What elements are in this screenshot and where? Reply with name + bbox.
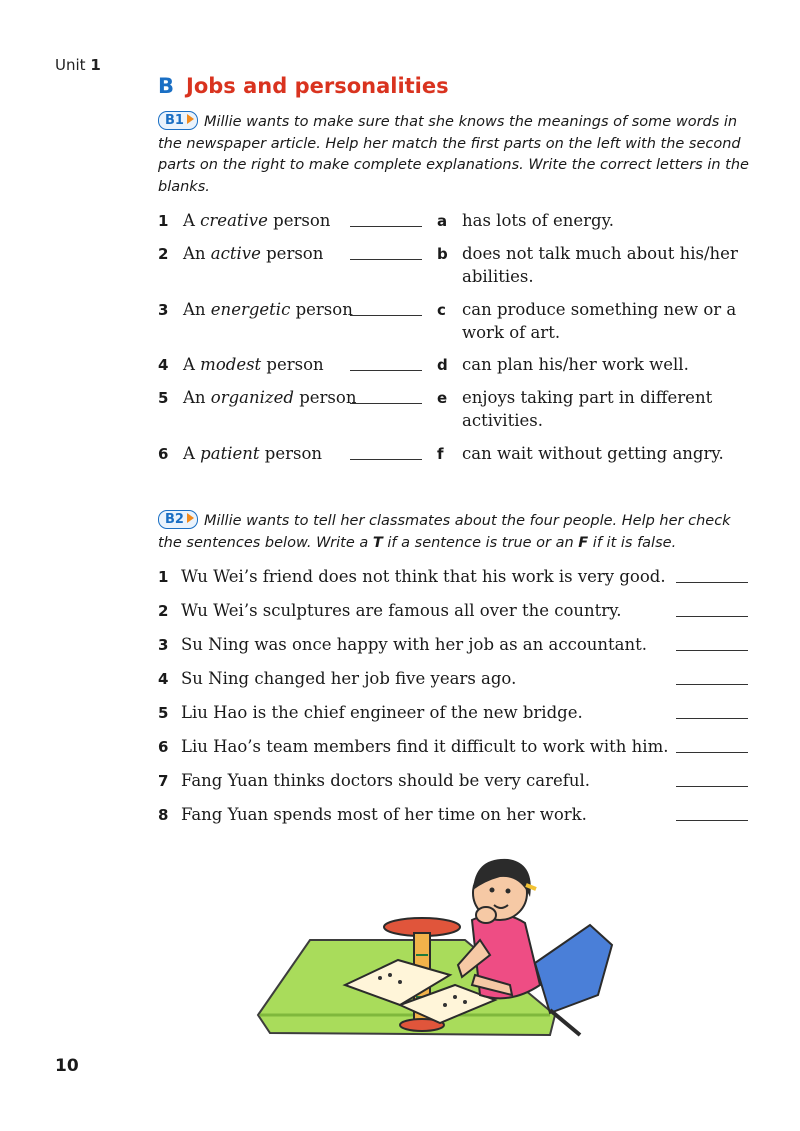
tf-number: 7 — [158, 772, 169, 790]
b2-instruction-false-letter: F — [578, 534, 589, 551]
tf-sentence: Fang Yuan thinks doctors should be very careful. — [181, 771, 591, 790]
match-left-text — [183, 243, 323, 266]
tf-number: 2 — [158, 602, 169, 620]
match-pre: An — [183, 388, 211, 407]
b1-badge-label: B1 — [165, 112, 184, 128]
tf-answer-blank[interactable] — [676, 650, 748, 651]
match-post: person — [261, 355, 324, 374]
match-post: person — [290, 300, 353, 319]
tf-sentence: Su Ning changed her job five years ago. — [181, 669, 517, 688]
match-pre: An — [183, 300, 211, 319]
match-post: person — [267, 211, 331, 230]
tf-sentence: Liu Hao is the chief engineer of the new bridge. — [181, 703, 583, 722]
play-arrow-icon — [187, 114, 194, 124]
play-arrow-icon — [187, 513, 194, 523]
match-post: person — [293, 388, 357, 407]
b2-badge — [158, 510, 198, 529]
match-word: creative — [200, 211, 268, 230]
match-letter: f — [437, 445, 444, 463]
tf-number: 8 — [158, 806, 169, 824]
match-post: person — [260, 244, 324, 263]
match-left-text — [183, 387, 356, 410]
match-left-text — [183, 443, 322, 466]
match-number: 5 — [158, 389, 169, 407]
tf-answer-blank[interactable] — [676, 684, 748, 685]
match-right-text: does not talk much about his/her abilities. — [462, 244, 738, 286]
tf-sentence: Wu Wei’s sculptures are famous all over the country. — [181, 601, 622, 620]
tf-sentence: Su Ning was once happy with her job as an accountant. — [181, 635, 647, 654]
match-left-text — [183, 299, 353, 322]
tf-number: 5 — [158, 704, 169, 722]
match-number: 2 — [158, 245, 169, 263]
tf-sentence: Fang Yuan spends most of her time on her work. — [181, 805, 587, 824]
match-number: 6 — [158, 445, 169, 463]
tf-number: 1 — [158, 568, 169, 586]
b1-instruction-text: Millie wants to make sure that she knows the meanings of some words in the newspaper article. Help her match the first parts on the left with the second parts on the right to make complete explanations. Write the correct letters in the blanks. — [158, 114, 749, 195]
tf-number: 3 — [158, 636, 169, 654]
girl-thinking-at-desk-icon — [250, 845, 630, 1045]
tf-answer-blank[interactable] — [676, 616, 748, 617]
match-post: person — [259, 444, 323, 463]
match-word: modest — [200, 355, 262, 374]
match-right-text: can plan his/her work well. — [462, 355, 689, 374]
tf-sentence: Wu Wei’s friend does not think that his work is very good. — [181, 567, 666, 586]
match-left-text — [183, 354, 324, 377]
page-number: 10 — [55, 1056, 79, 1076]
match-number: 4 — [158, 356, 169, 374]
match-right-text: enjoys taking part in different activities. — [462, 388, 713, 430]
match-left-text — [183, 210, 330, 233]
match-word: organized — [210, 388, 294, 407]
match-letter: b — [437, 245, 448, 263]
match-pre: An — [183, 244, 211, 263]
tf-sentence: Liu Hao’s team members find it difficult to work with him. — [181, 737, 669, 756]
match-word: energetic — [210, 300, 291, 319]
tf-answer-blank[interactable] — [676, 718, 748, 719]
tf-number: 6 — [158, 738, 169, 756]
b2-instruction-text-2: if a sentence is true or an — [382, 534, 579, 551]
match-answer-blank[interactable] — [350, 403, 422, 404]
b2-badge-label: B2 — [165, 511, 184, 527]
tf-answer-blank[interactable] — [676, 582, 748, 583]
unit-label — [55, 56, 101, 74]
unit-label-text: Unit — [55, 56, 86, 74]
match-pre: A — [183, 444, 201, 463]
tf-answer-blank[interactable] — [676, 786, 748, 787]
match-letter: c — [437, 301, 446, 319]
match-letter: e — [437, 389, 448, 407]
b2-instruction-text-3: if it is false. — [588, 534, 677, 551]
b1-badge — [158, 111, 198, 130]
section-heading — [158, 74, 449, 98]
match-right-text: can produce something new or a work of art. — [462, 300, 737, 342]
match-answer-blank[interactable] — [350, 259, 422, 260]
b2-instruction-text-1: Millie wants to tell her classmates about the four people. Help her check the sentences below. Write a — [158, 513, 731, 551]
match-right-text: can wait without getting angry. — [462, 444, 724, 463]
tf-number: 4 — [158, 670, 169, 688]
match-number: 3 — [158, 301, 169, 319]
match-pre: A — [183, 355, 201, 374]
match-word: patient — [200, 444, 260, 463]
match-number: 1 — [158, 212, 169, 230]
section-letter: B — [158, 74, 175, 98]
match-pre: A — [183, 211, 201, 230]
match-word: active — [210, 244, 261, 263]
match-right-text: has lots of energy. — [462, 211, 614, 230]
b2-instruction — [158, 511, 758, 554]
match-answer-blank[interactable] — [350, 459, 422, 460]
section-title: Jobs and personalities — [186, 74, 449, 98]
match-answer-blank[interactable] — [350, 370, 422, 371]
match-letter: a — [437, 212, 448, 230]
b1-instruction — [158, 112, 753, 198]
match-answer-blank[interactable] — [350, 226, 422, 227]
tf-answer-blank[interactable] — [676, 752, 748, 753]
tf-answer-blank[interactable] — [676, 820, 748, 821]
unit-number: 1 — [90, 56, 101, 74]
match-answer-blank[interactable] — [350, 315, 422, 316]
match-letter: d — [437, 356, 448, 374]
b2-instruction-true-letter: T — [372, 534, 383, 551]
